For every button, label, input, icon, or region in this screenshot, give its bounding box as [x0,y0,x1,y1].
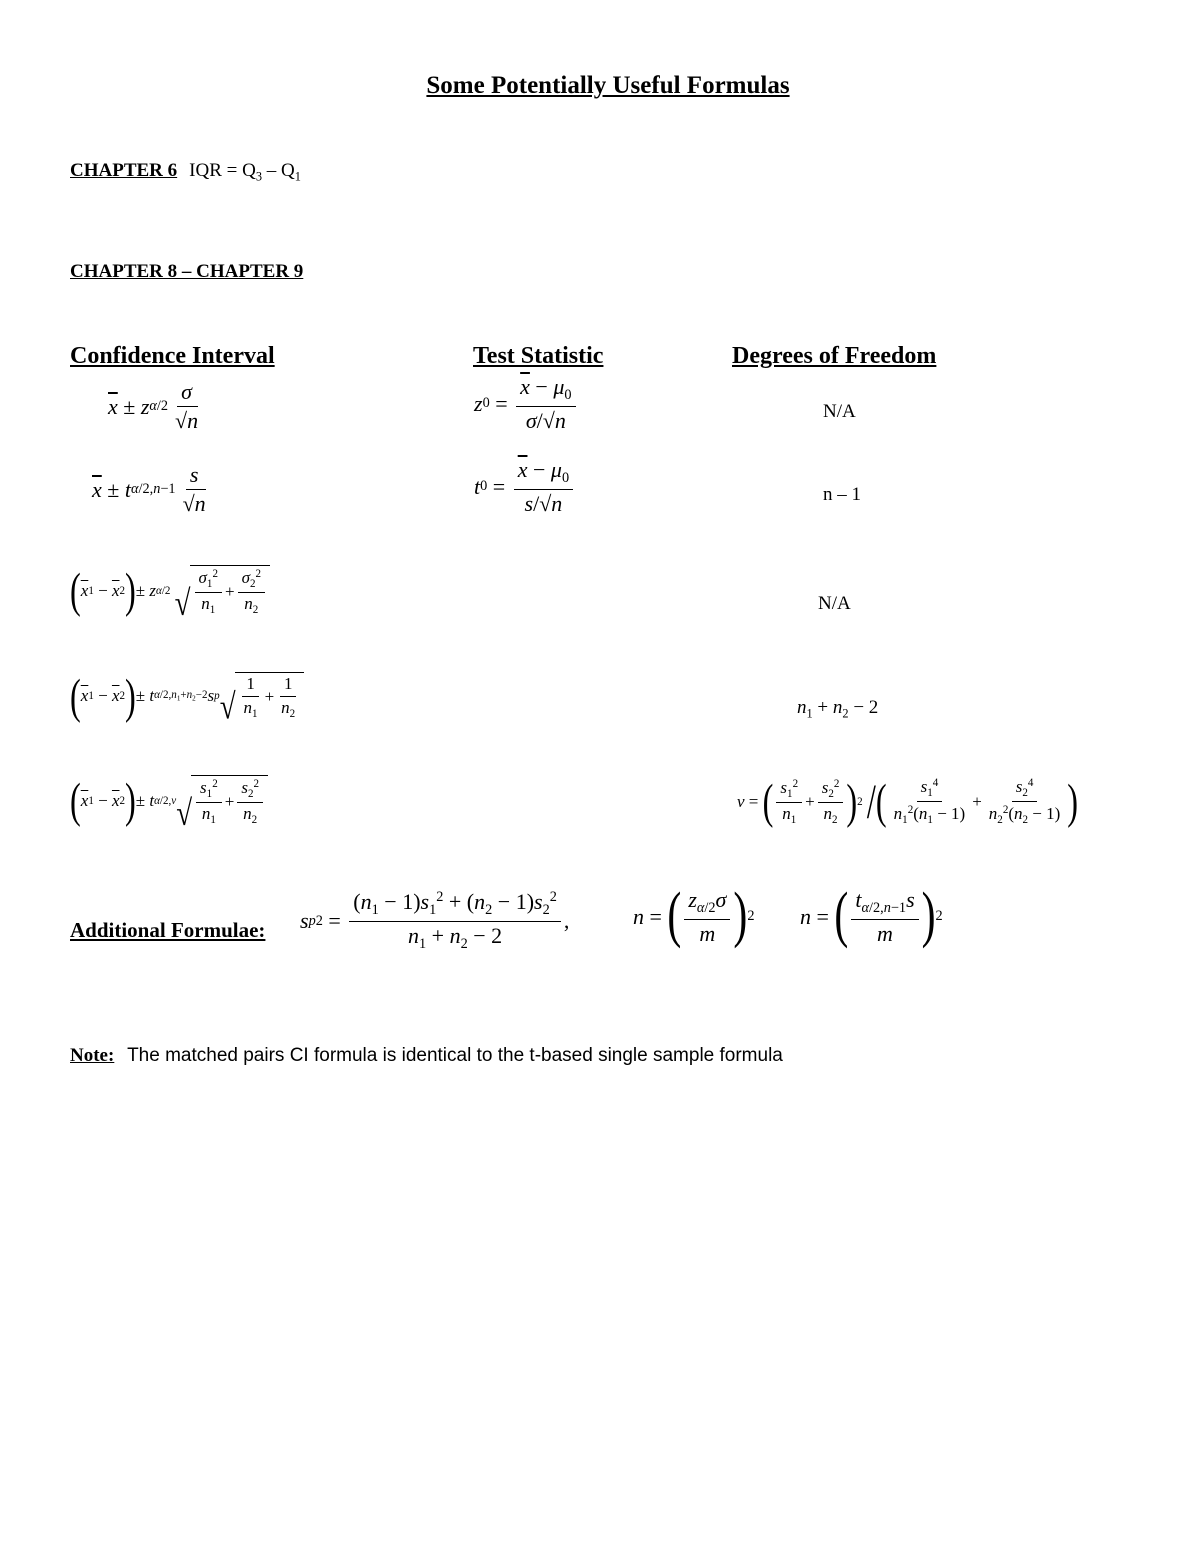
iqr-formula: IQR = $Q_3 - Q_1$ [189,160,301,184]
note-text: The matched pairs CI formula is identical to the t-based single sample formula [127,1045,783,1066]
ts-z-one-sample: z 0 = $\frac{\overline{x} - \mu_0}{\sigma/√n}$ [474,375,579,433]
ci-z-two-sample: ( $\overline{x}$ 1 − $\overline{x}$ 2 ) ± z α/2 √ $\frac{\sigma_1^2}{n_1}$ + $\frac{\sigma_2^2}{n_2}$ [70,565,270,616]
ts-t-one-sample: t 0 = $\frac{\overline{x} - \mu_0}{s/√n}$ [474,458,576,516]
chapter6-line [70,160,301,184]
pooled-variance-formula: s p 2 = $\frac{(n_1 - 1)s_1^2 + (n_2 - 1)s_2^2}{n_1 + n_2 - 2}$ , [300,889,570,952]
additional-formulae-label: Additional Formulae: [70,918,266,942]
note-line [70,1045,783,1067]
chapter8-9-heading: CHAPTER 8 – CHAPTER 9 [70,261,304,282]
ci-t-one-sample: $\overline{x}$ ± t α/2,n−1 $\frac{s}{√n}$ [92,462,206,517]
df-row4: $n_1 + n_2 - 2$ [797,697,879,721]
ci-z-one-sample: $\overline{x}$ ± z α/2 $\frac{\sigma}{√n}$ [108,379,199,434]
note-label: Note: [70,1045,115,1066]
sample-size-z-formula: n = ( $\frac{z_{\alpha/2}\sigma}{m}$ ) 2 [633,881,755,951]
ts-column-heading: Test Statistic [473,343,604,369]
additional-label-wrap [70,918,265,943]
df-row2: n – 1 [823,484,861,505]
df-row3: N/A [818,593,851,614]
df-column-heading: Degrees of Freedom [732,343,937,369]
page-title: Some Potentially Useful Formulas [426,72,790,99]
df-welch: ν = ( $\frac{s_1^2}{n_1}$ + $\frac{s_2^2}{n_2}$ ) 2 / ( $\frac{s_1^4}{n_1^2(n_1 - 1)}$ + $\frac{s_2^4}{n_2^2(n_2 - 1)}$ ) [737,774,1079,829]
ci-column-heading: Confidence Interval [70,343,275,369]
sample-size-t-formula: n = ( $\frac{t_{\alpha/2,n-1}s}{m}$ ) 2 [800,881,943,951]
chapter6-heading: CHAPTER 6 [70,160,178,181]
df-row1: N/A [823,401,856,422]
ci-welch-t: ( $\overline{x}$ 1 − $\overline{x}$ 2 ) ± t α/2,ν √ $\frac{s_1^2}{n_1}$ + $\frac{s_2^2}{n_2}$ [70,775,268,826]
ci-pooled-t: ( $\overline{x}$ 1 − $\overline{x}$ 2 ) ± t $\alpha/2,n_1+n_2-2$ s p √ $\frac{1}{n_1}$ + $\frac{1}{n_2}$ [70,672,304,720]
